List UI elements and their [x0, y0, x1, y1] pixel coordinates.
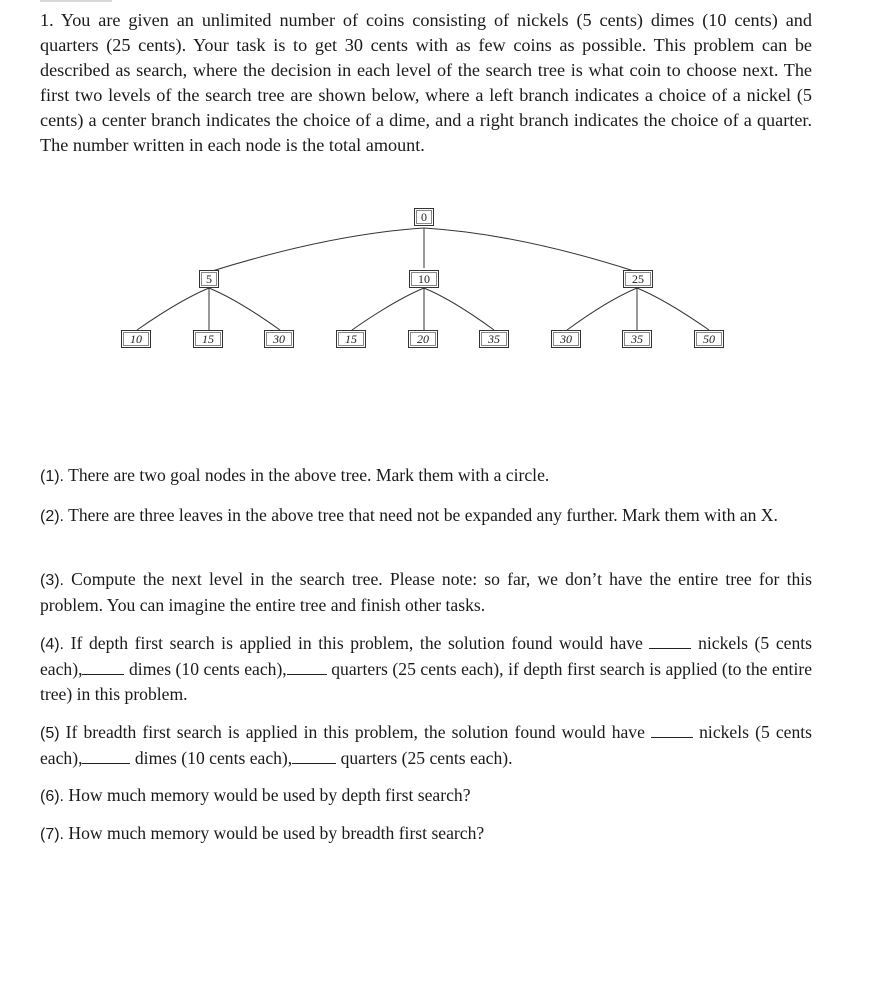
- answer-blank-quarters[interactable]: [292, 749, 336, 764]
- search-tree: [0, 190, 878, 370]
- question-text: There are three leaves in the above tree that need not be expanded any further. Mark them with an X.: [64, 505, 778, 525]
- edge-5-10: [137, 288, 209, 330]
- tree-node-leaf: 35: [479, 330, 509, 348]
- answer-blank-dimes[interactable]: [82, 749, 130, 764]
- tree-node-leaf: 30: [551, 330, 581, 348]
- tree-node-leaf: 35: [622, 330, 652, 348]
- tree-node-leaf: 15: [193, 330, 223, 348]
- question-number: (3).: [40, 572, 64, 589]
- question-number: (6).: [40, 788, 64, 805]
- question-1: [40, 463, 812, 489]
- question-number: (2).: [40, 508, 64, 525]
- tree-node-leaf: 10: [121, 330, 151, 348]
- tree-node-leaf: 15: [336, 330, 366, 348]
- tree-node-root: 0: [414, 208, 434, 226]
- question-text: dimes (10 cents each),: [130, 748, 293, 768]
- answer-blank-nickels[interactable]: [649, 634, 691, 649]
- question-number: (5): [40, 725, 60, 742]
- question-number: (7).: [40, 826, 64, 843]
- tree-node-leaf: 30: [264, 330, 294, 348]
- edge-25-30: [567, 288, 637, 330]
- question-text: quarters (25 cents each).: [336, 748, 513, 768]
- edge-root-25: [424, 228, 637, 272]
- problem-intro: 1. You are given an unlimited number of coins consisting of nickels (5 cents) dimes (10 cents) and quarters (25 cents). Your task is to get 30 cents with as few coins as possible. This problem can be described as search, where the decision in each level of the search tree is what coin to choose next. The first two levels of the search tree are shown below, where a left branch indicates a choice of a nickel (5 cents) a center branch indicates the choice of a dime, and a right branch indicates the choice of a quarter. The number written in each node is the total amount.: [40, 10, 812, 155]
- top-rule: [40, 0, 112, 2]
- question-text: If depth first search is applied in this problem, the solution found would have: [64, 633, 650, 653]
- question-2: [40, 503, 812, 529]
- tree-node-leaf: 20: [408, 330, 438, 348]
- question-text: dimes (10 cents each),: [124, 659, 287, 679]
- question-3: [40, 567, 812, 618]
- question-4: [40, 631, 812, 707]
- question-text: How much memory would be used by depth first search?: [64, 785, 471, 805]
- question-text: If breadth first search is applied in this problem, the solution found would have: [59, 722, 652, 742]
- tree-node-leaf: 50: [694, 330, 724, 348]
- question-7: [40, 821, 812, 847]
- question-text: nickels (5 cents each),: [40, 722, 812, 768]
- question-number: (1).: [40, 468, 64, 485]
- answer-blank-quarters[interactable]: [287, 660, 327, 675]
- question-6: [40, 783, 812, 809]
- question-number: (4).: [40, 636, 64, 653]
- edge-root-5: [209, 228, 424, 272]
- tree-node-level1: 5: [199, 270, 219, 288]
- question-5: [40, 720, 812, 771]
- edge-25-50: [637, 288, 709, 330]
- question-text: There are two goal nodes in the above tree. Mark them with a circle.: [64, 465, 550, 485]
- question-text: Compute the next level in the search tree. Please note: so far, we don’t have the entire tree for this problem. You can imagine the entire tree and finish other tasks.: [40, 569, 812, 615]
- edge-10-35: [424, 288, 494, 330]
- answer-blank-nickels[interactable]: [651, 723, 693, 738]
- edge-5-30: [209, 288, 280, 330]
- question-text: nickels (5 cents each),: [40, 633, 812, 679]
- question-text: quarters (25 cents each), if depth first search is applied (to the entire tree) in this problem.: [40, 659, 813, 704]
- answer-blank-dimes[interactable]: [82, 660, 124, 675]
- tree-node-level1: 25: [623, 270, 653, 288]
- tree-node-level1: 10: [409, 270, 439, 288]
- question-text: How much memory would be used by breadth first search?: [64, 823, 485, 843]
- edge-10-15: [352, 288, 424, 330]
